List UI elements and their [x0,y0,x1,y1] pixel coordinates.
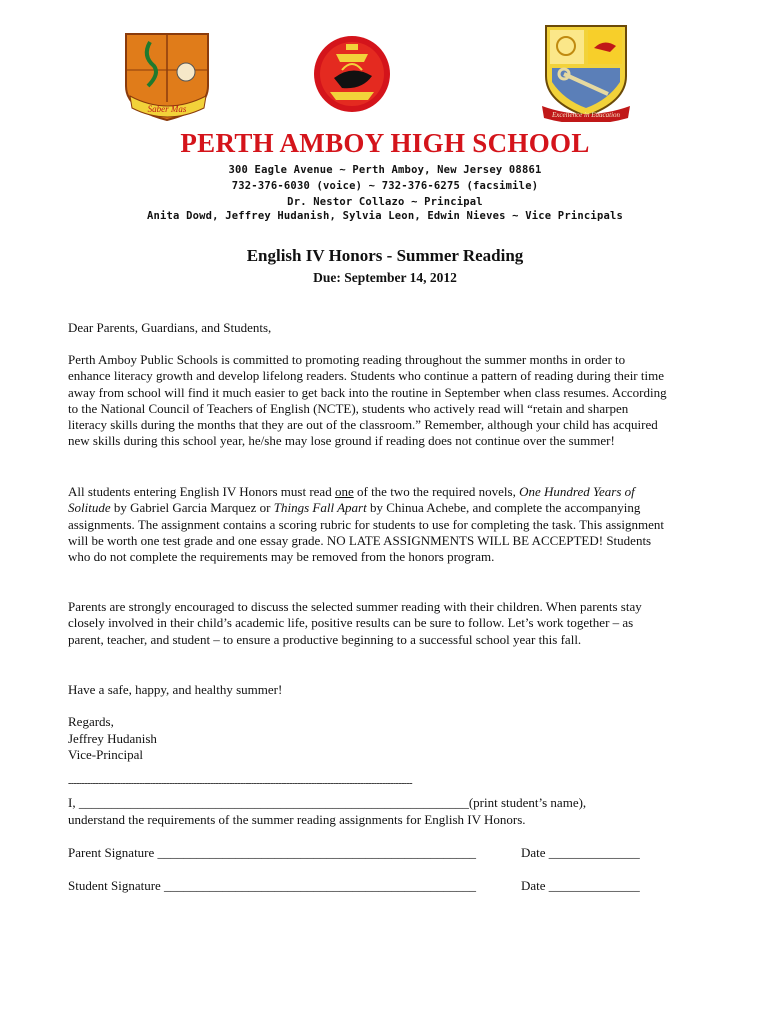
p2-text-4: by Chinua Achebe, and complete the accompanying assignments. The assignment contains a scoring rubric for students to use for completing the task. This assignment will be worth one test grade and one essay grade. NO LATE ASSIGNMENTS WILL BE ACCEPTED! Students who do not complete the requirements may be removed from the honors program. [68,500,664,565]
acknowledgement-line-2: understand the requirements of the summer reading assignments for English IV Honors. [68,812,526,827]
signer-name: Jeffrey Hudanish [68,731,157,746]
acknowledgement-line-1[interactable]: I, ____________________________________________________________(print student’s name), [68,795,587,810]
left-crest-banner-text: Saber Mas [147,104,187,114]
p2-text-3: by Gabriel Garcia Marquez or [110,500,274,516]
p2-text-2: of the two the required novels, [353,484,520,499]
student-date-field[interactable]: Date ______________ [521,878,640,893]
paragraph-4: Have a safe, happy, and healthy summer! [68,682,283,697]
book-title-2: Things Fall Apart [273,500,367,516]
center-seal-logo [312,34,392,114]
document-title: English IV Honors - Summer Reading [246,246,524,265]
left-crest-logo [120,30,214,122]
school-principal: Dr. Nestor Collazo ~ Principal [287,196,483,208]
book-title-1: One Hundred Years of Solitude [68,484,635,516]
parent-date-field[interactable]: Date ______________ [521,845,640,860]
paragraph-2 [68,484,668,565]
paragraph-3: Parents are strongly encouraged to discuss the selected summer reading with their children. When parents stay closely involved in their child’s academic life, positive results can be sure to follow. Let’s work together – as parent, teacher, and student – to ensure a productive beginning to a successful school year this fall. [68,599,642,647]
right-crest-banner-text: Excellence in Education [551,111,621,119]
school-vice-principals: Anita Dowd, Jeffrey Hudanish, Sylvia Leon, Edwin Nieves ~ Vice Principals [146,210,624,222]
school-phones: 732-376-6030 (voice) ~ 732-376-6275 (facsimile) [231,180,539,192]
school-address: 300 Eagle Avenue ~ Perth Amboy, New Jersey 08861 [228,164,542,176]
greeting: Dear Parents, Guardians, and Students, [68,320,272,335]
p2-text-1: All students entering English IV Honors must read [68,484,335,499]
paragraph-1: Perth Amboy Public Schools is committed to promoting reading throughout the summer months in order to enhance literacy growth and develop lifelong readers. Students who continue a pattern of reading during their time away from school will find it much easier to get back into the routine in September when class resumes. According to the National Council of Teachers of English (NCTE), students who actively read will “retain and sharpen literacy skills during the months that they are out of the classroom.” Remember, although your child has acquired new skills during this school year, he/she may lose ground if reading does not continue over the summer! [68,352,667,449]
parent-signature-field[interactable]: Parent Signature _________________________________________________ [68,845,477,860]
document-due-date: Due: September 14, 2012 [313,270,457,285]
student-signature-field[interactable]: Student Signature ________________________________________________ [68,878,477,893]
cut-line: ------------------------------------------------------------------------------------------------------------------------------ [68,778,412,789]
signer-title: Vice-Principal [68,747,144,762]
right-crest-logo [538,22,634,122]
school-name: PERTH AMBOY HIGH SCHOOL [180,128,590,158]
p2-emphasis-one: one [334,484,354,499]
closing: Regards, [68,714,114,729]
